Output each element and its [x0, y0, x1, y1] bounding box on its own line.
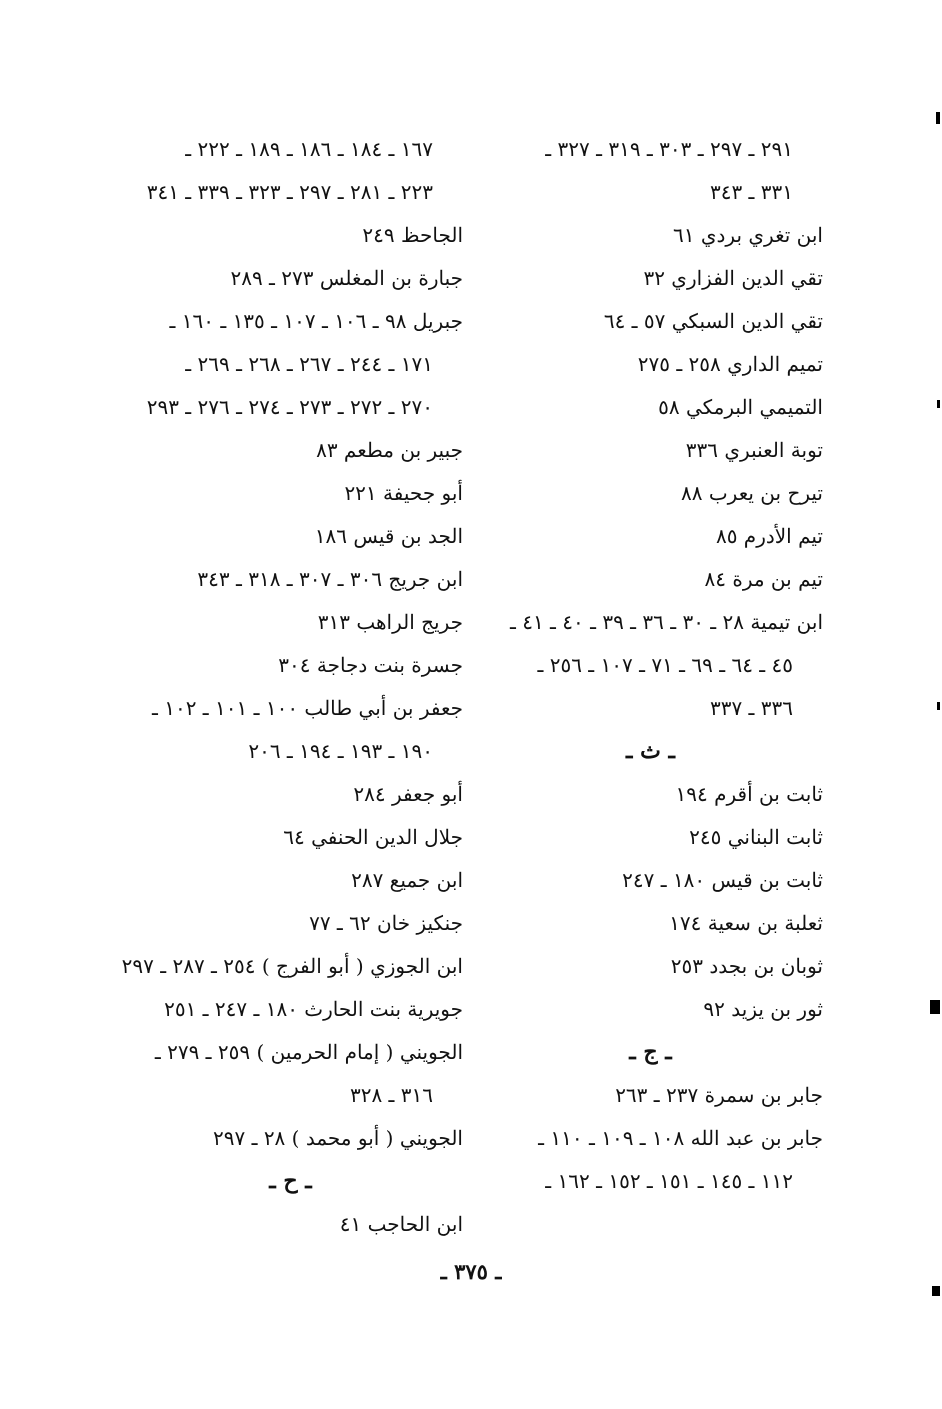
index-entry-continuation: ٣٣٦ ـ ٣٣٧	[709, 696, 793, 720]
index-entry: تيم الأدرم ٨٥	[715, 524, 823, 548]
index-entry: ثور بن يزيد ٩٢	[703, 997, 823, 1021]
index-entry: توبة العنبري ٣٣٦	[685, 438, 823, 462]
left-column	[118, 128, 463, 1246]
scan-edge-mark	[930, 1000, 940, 1014]
index-entry: ابن جميع ٢٨٧	[351, 868, 463, 892]
index-entry-continuation: ٢٢٣ ـ ٢٨١ ـ ٢٩٧ ـ ٣٢٣ ـ ٣٣٩ ـ ٣٤١	[146, 180, 433, 204]
index-entry: الجاحظ ٢٤٩	[362, 223, 463, 247]
index-entry: تميم الداري ٢٥٨ ـ ٢٧٥	[637, 352, 823, 376]
scan-edge-mark	[936, 112, 940, 124]
index-entry-continuation: ١٧١ ـ ٢٤٤ ـ ٢٦٧ ـ ٢٦٨ ـ ٢٦٩ ـ	[185, 352, 433, 376]
index-entry: ثابت بن أقرم ١٩٤	[675, 782, 823, 806]
right-column	[478, 128, 823, 1203]
index-entry: جبارة بن المغلس ٢٧٣ ـ ٢٨٩	[230, 266, 463, 290]
index-entry: ثعلبة بن سعية ١٧٤	[669, 911, 823, 935]
index-entry: جسرة بنت دجاجة ٣٠٤	[278, 653, 463, 677]
index-entry-continuation: ٢٧٠ ـ ٢٧٢ ـ ٢٧٣ ـ ٢٧٤ ـ ٢٧٦ ـ ٢٩٣	[146, 395, 433, 419]
index-entry-continuation: ١١٢ ـ ١٤٥ ـ ١٥١ ـ ١٥٢ ـ ١٦٢ ـ	[545, 1169, 793, 1193]
index-entry: جنكيز خان ٦٢ ـ ٧٧	[309, 911, 463, 935]
index-entry: ابن تيمية ٢٨ ـ ٣٠ ـ ٣٦ ـ ٣٩ ـ ٤٠ ـ ٤١ ـ	[510, 610, 823, 634]
index-entry: جبريل ٩٨ ـ ١٠٦ ـ ١٠٧ ـ ١٣٥ ـ ١٦٠ ـ	[169, 309, 463, 333]
index-entry: ابن الحاجب ٤١	[339, 1212, 463, 1236]
index-entry-continuation: ٣٣١ ـ ٣٤٣	[709, 180, 793, 204]
index-entry: ثابت بن قيس ١٨٠ ـ ٢٤٧	[622, 868, 823, 892]
index-entry: ابن تغري بردي ٦١	[673, 223, 823, 247]
index-entry: ثوبان بن بجدد ٢٥٣	[670, 954, 823, 978]
scan-edge-mark	[937, 400, 940, 408]
index-entry: الجويني ( إمام الحرمين ) ٢٥٩ ـ ٢٧٩ ـ	[154, 1040, 463, 1064]
index-entry: الجد بن قيس ١٨٦	[314, 524, 463, 548]
index-entry: جريج الراهب ٣١٣	[317, 610, 463, 634]
scan-edge-mark	[932, 1286, 940, 1296]
index-entry: ثابت البناني ٢٤٥	[689, 825, 823, 849]
section-heading: ـ ح ـ	[269, 1168, 312, 1194]
index-entry: ابن الجوزي ( أبو الفرج ) ٢٥٤ ـ ٢٨٧ ـ ٢٩٧	[121, 954, 463, 978]
index-entry: جعفر بن أبي طالب ١٠٠ ـ ١٠١ ـ ١٠٢ ـ	[152, 696, 463, 720]
index-entry-continuation: ٣١٦ ـ ٣٢٨	[349, 1083, 433, 1107]
index-entry: ابن جريج ٣٠٦ ـ ٣٠٧ ـ ٣١٨ ـ ٣٤٣	[197, 567, 463, 591]
index-entry: جلال الدين الحنفي ٦٤	[283, 825, 463, 849]
scan-edge-mark	[937, 702, 940, 710]
index-entry: جبير بن مطعم ٨٣	[316, 438, 463, 462]
index-entry-continuation: ١٦٧ ـ ١٨٤ ـ ١٨٦ ـ ١٨٩ ـ ٢٢٢ ـ	[185, 137, 433, 161]
index-entry: أبو جعفر ٢٨٤	[353, 782, 463, 806]
index-entry-continuation: ٢٩١ ـ ٢٩٧ ـ ٣٠٣ ـ ٣١٩ ـ ٣٢٧ ـ	[545, 137, 793, 161]
index-entry: جابر بن عبد الله ١٠٨ ـ ١٠٩ ـ ١١٠ ـ	[538, 1126, 823, 1150]
index-entry-continuation: ٤٥ ـ ٦٤ ـ ٦٩ ـ ٧١ ـ ١٠٧ ـ ٢٥٦ ـ	[537, 653, 793, 677]
index-entry: الجويني ( أبو محمد ) ٢٨ ـ ٢٩٧	[213, 1126, 463, 1150]
index-entry: تيرح بن يعرب ٨٨	[681, 481, 823, 505]
index-entry: أبو جحيفة ٢٢١	[344, 481, 463, 505]
section-heading: ـ ث ـ	[626, 738, 675, 764]
page-number: ـ ٣٧٥ ـ	[440, 1259, 502, 1284]
index-entry: تقي الدين السبكي ٥٧ ـ ٦٤	[603, 309, 823, 333]
section-heading: ـ ج ـ	[629, 1039, 672, 1065]
index-entry: تقي الدين الفزاري ٣٢	[643, 266, 823, 290]
index-entry-continuation: ١٩٠ ـ ١٩٣ ـ ١٩٤ ـ ٢٠٦	[248, 739, 433, 763]
index-entry: جابر بن سمرة ٢٣٧ ـ ٢٦٣	[615, 1083, 823, 1107]
index-entry: جويرية بنت الحارث ١٨٠ ـ ٢٤٧ ـ ٢٥١	[164, 997, 463, 1021]
index-entry: التميمي البرمكي ٥٨	[658, 395, 823, 419]
index-entry: تيم بن مرة ٨٤	[704, 567, 823, 591]
